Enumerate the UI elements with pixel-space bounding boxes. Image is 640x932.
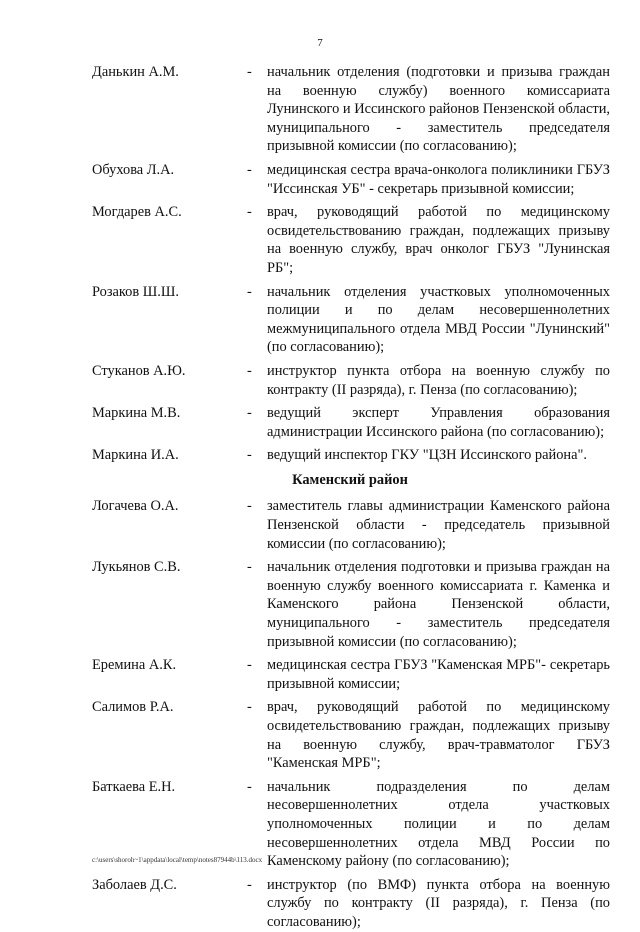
member-entry bbox=[0, 876, 640, 932]
entry-dash: - bbox=[247, 498, 252, 515]
member-name: Данькин А.М. bbox=[92, 64, 179, 80]
member-role: заместитель главы администрации Каменского района Пензенской области - председатель призывной комиссии (по согласованию); bbox=[267, 498, 610, 552]
member-role: врач, руководящий работой по медицинскому освидетельствованию граждан, подлежащих призыву на военную службу, врач-травматолог ГБУЗ "Каменская МРБ"; bbox=[267, 699, 610, 772]
member-entry bbox=[0, 203, 640, 277]
member-entry bbox=[0, 558, 640, 651]
member-entry bbox=[0, 698, 640, 772]
entry-dash: - bbox=[247, 204, 252, 221]
member-name: Маркина М.В. bbox=[92, 405, 181, 422]
member-name: Обухова Л.А. bbox=[92, 161, 175, 178]
member-entry bbox=[0, 161, 640, 198]
entry-dash: - bbox=[247, 283, 252, 300]
member-name: Маркина И.А. bbox=[92, 447, 179, 464]
member-entry bbox=[0, 404, 640, 441]
page-number: 7 bbox=[317, 37, 323, 49]
member-role: медицинская сестра ГБУЗ "Каменская МРБ"- секретарь призывной комиссии; bbox=[267, 657, 610, 692]
member-name: Могдарев А.С. bbox=[92, 204, 182, 221]
member-role: медицинская сестра врача-онколога поликлиники ГБУЗ "Иссинская УБ" - секретарь призывной комиссии; bbox=[267, 161, 610, 197]
entry-dash: - bbox=[247, 699, 252, 716]
member-entry bbox=[0, 446, 640, 465]
member-name: Еремина А.К. bbox=[92, 657, 177, 674]
member-name: Заболаев Д.С. bbox=[92, 876, 177, 893]
section-heading: Каменский район bbox=[292, 471, 408, 488]
entry-dash: - bbox=[247, 778, 252, 795]
member-name: Лукьянов С.В. bbox=[92, 559, 181, 576]
entry-dash: - bbox=[247, 362, 252, 379]
member-role: врач, руководящий работой по медицинскому освидетельствованию граждан, подлежащих призыву на военную службу, врач онколог ГБУЗ "Лунинская РБ"; bbox=[267, 204, 610, 276]
member-entry bbox=[0, 63, 640, 156]
entry-dash: - bbox=[247, 447, 252, 464]
footer-file-path: c:\users\shoroh~1\appdata\local\temp\notes87944b\113.docx bbox=[92, 856, 263, 864]
member-role: начальник отделения (подготовки и призыва граждан на военную службу) военного комиссариата Лунинского и Иссинского районов Пензенской области, муниципального - заместитель председателя призывной комиссии (по согласованию); bbox=[267, 64, 610, 155]
member-role: инструктор пункта отбора на военную службу по контракту (II разряда), г. Пенза (по согласованию); bbox=[267, 362, 610, 398]
entry-dash: - bbox=[247, 559, 252, 576]
member-role: ведущий инспектор ГКУ "ЦЗН Иссинского района". bbox=[267, 447, 587, 464]
member-entry bbox=[0, 656, 640, 693]
entry-dash: - bbox=[247, 876, 252, 893]
member-name: Стуканов А.Ю. bbox=[92, 362, 186, 379]
entry-dash: - bbox=[247, 657, 252, 674]
entry-dash: - bbox=[247, 64, 252, 80]
member-role: начальник отделения подготовки и призыва граждан на военную службу военного комиссариата г. Каменка и Каменского района Пензенской области, муниципального - заместитель председателя призывной комиссии (по согласованию); bbox=[267, 559, 610, 650]
member-entry bbox=[0, 362, 640, 399]
member-role: ведущий эксперт Управления образования администрации Иссинского района (по согласованию); bbox=[267, 405, 610, 440]
member-name: Салимов Р.А. bbox=[92, 699, 174, 716]
member-role: инструктор (по ВМФ) пункта отбора на военную службу по контракту (II разряда), г. Пенза (по согласованию); bbox=[267, 876, 610, 930]
member-role: начальник подразделения по делам несовершеннолетних отдела участковых уполномоченных полиции и по делам несовершеннолетних отдела МВД России по Каменскому району (по согласованию); bbox=[267, 778, 610, 870]
member-name: Логачева О.А. bbox=[92, 498, 179, 515]
member-name: Баткаева Е.Н. bbox=[92, 778, 176, 795]
entry-dash: - bbox=[247, 161, 252, 178]
member-entry bbox=[0, 497, 640, 553]
commission-roster bbox=[0, 63, 640, 932]
member-role: начальник отделения участковых уполномоченных полиции и по делам несовершеннолетних межмуниципального отдела МВД России "Лунинский" (по согласованию); bbox=[267, 283, 610, 356]
member-name: Розаков Ш.Ш. bbox=[92, 283, 179, 300]
member-entry bbox=[0, 283, 640, 357]
entry-dash: - bbox=[247, 405, 252, 422]
